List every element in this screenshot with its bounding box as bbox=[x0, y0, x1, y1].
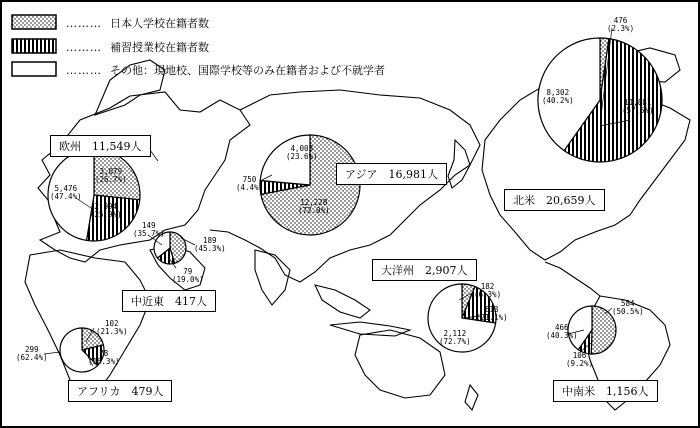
value-label-asia-supplementary: 750 (4.4%) bbox=[236, 175, 264, 192]
value-label-af-supplementary: 78 (16.3%) bbox=[88, 349, 120, 366]
value-label-oc-other: 2,112 (72.7%) bbox=[439, 329, 471, 346]
value-label-europe-supplementary: 2,994 (25.9%) bbox=[90, 202, 122, 219]
legend-row-japanese-school bbox=[66, 15, 209, 31]
region-label-oceania: 大洋州 2,907人 bbox=[372, 259, 477, 281]
legend-swatches bbox=[12, 15, 56, 76]
legend-swatch-supplementary-school bbox=[12, 39, 56, 53]
legend-row-supplementary-school bbox=[66, 39, 209, 55]
central-america bbox=[545, 262, 600, 296]
legend-label-other: その他：現地校、国際学校等のみ在籍者および不就学者 bbox=[110, 64, 385, 77]
southeast-asia bbox=[315, 285, 370, 318]
value-label-oc-japanese: 182 (6.3%) bbox=[474, 282, 502, 299]
value-label-me-japanese: 189 (45.3%) bbox=[194, 236, 226, 253]
legend-label-supplementary-school: 補習授業校在籍者数 bbox=[110, 41, 209, 54]
legend-swatch-japanese-school bbox=[12, 15, 56, 29]
value-label-la-other: 466 (40.3%) bbox=[546, 323, 578, 340]
value-label-na-other: 8,302 (40.2%) bbox=[542, 88, 574, 105]
japan bbox=[448, 140, 470, 188]
value-label-af-other: 299 (62.4%) bbox=[16, 345, 48, 362]
value-label-me-other: 149 (35.7%) bbox=[133, 221, 165, 238]
legend-leader: ……… bbox=[66, 63, 102, 77]
legend-swatch-other bbox=[12, 62, 56, 76]
region-label-latin-america: 中南米 1,156人 bbox=[553, 380, 658, 402]
region-label-asia: アジア 16,981人 bbox=[336, 163, 447, 185]
region-label-europe: 欧州 11,549人 bbox=[50, 135, 151, 157]
legend-leader: ……… bbox=[66, 16, 102, 30]
value-label-me-supplementary: 79 (19.0%) bbox=[172, 267, 204, 284]
value-label-asia-japanese: 12,228 (72.0%) bbox=[298, 198, 330, 215]
indonesia bbox=[330, 322, 410, 336]
value-label-la-supplementary: 106 (9.2%) bbox=[566, 351, 594, 368]
value-label-na-supplementary: 11,881 (57.5%) bbox=[622, 98, 654, 115]
value-label-oc-supplementary: 613 (21.1%) bbox=[476, 305, 508, 322]
legend-row-other bbox=[66, 62, 385, 78]
region-label-middle-east: 中近東 417人 bbox=[122, 290, 216, 312]
value-label-europe-japanese: 3,079 (26.7%) bbox=[95, 167, 127, 184]
region-label-north-america: 北米 20,659人 bbox=[504, 189, 605, 211]
value-label-asia-other: 4,003 (23.6%) bbox=[286, 144, 318, 161]
value-label-af-japanese: 102 (21.3%) bbox=[96, 319, 128, 336]
value-label-na-japanese: 476 (2.3%) bbox=[607, 16, 635, 33]
value-label-europe-other: 5,476 (47.4%) bbox=[50, 184, 82, 201]
legend-label-japanese-school: 日本人学校在籍者数 bbox=[110, 17, 209, 30]
africa-landmass bbox=[25, 250, 150, 398]
region-label-africa: アフリカ 479人 bbox=[68, 380, 172, 402]
australia bbox=[355, 330, 445, 398]
value-label-la-japanese: 584 (50.5%) bbox=[612, 299, 644, 316]
legend-leader: ……… bbox=[66, 40, 102, 54]
new-zealand bbox=[465, 385, 478, 410]
india bbox=[255, 250, 290, 305]
